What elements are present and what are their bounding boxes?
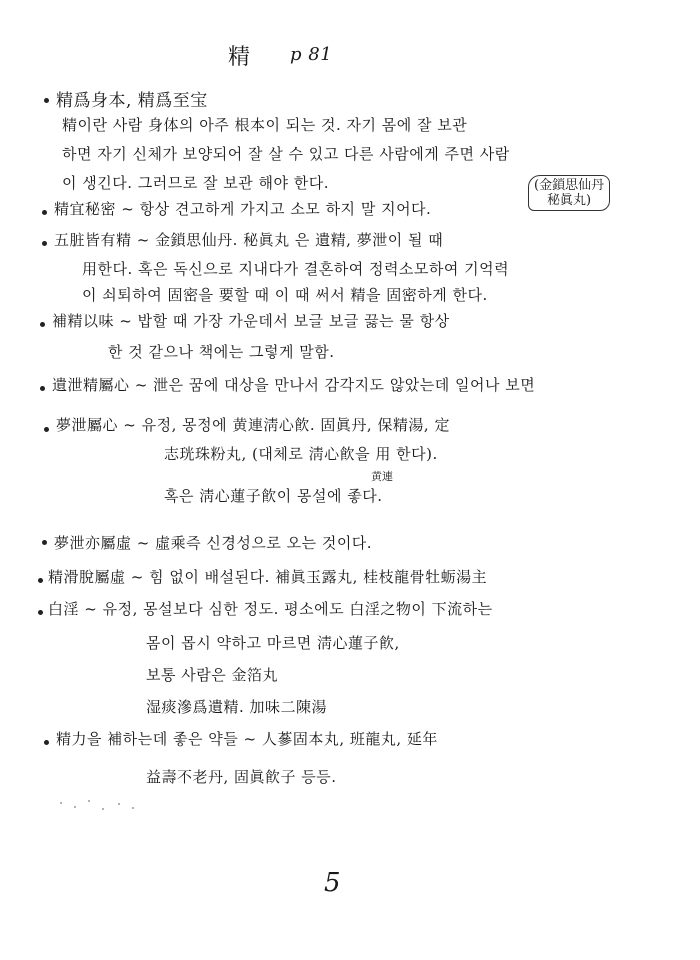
entry-line: 補精以味 ~ 밥할 때 가장 가운데서 보글 보글 끓는 물 항상 (52, 312, 450, 330)
scan-speck (132, 807, 134, 809)
scan-speck (88, 800, 90, 802)
margin-note (528, 175, 610, 211)
body-line: 精이란 사람 身体의 아주 根本이 되는 것. 자기 몸에 잘 보관 (62, 116, 468, 134)
bullet-dot (44, 427, 49, 432)
entry-line: 遺泄精屬心 ~ 泄은 꿈에 대상을 만나서 감각지도 않았는데 일어나 보면 (52, 376, 536, 394)
body-line: 한 것 같으나 책에는 그렇게 말함. (108, 343, 335, 361)
inserted-text: 黄連 (371, 470, 393, 483)
bullet-dot (40, 322, 45, 327)
scan-speck (74, 806, 76, 808)
body-line: 湿痰滲爲遺精. 加味二陳湯 (146, 698, 328, 716)
body-line: 혹은 淸心蓮子飮이 몽설에 좋다. (164, 487, 383, 505)
page-title: 精 (228, 45, 254, 70)
bullet-dot (42, 241, 47, 246)
margin-note-line: (金鎖思仙丹 (534, 178, 605, 193)
bullet-dot (38, 610, 43, 615)
entry-line: 夢泄亦屬虛 ~ 虛乘즉 신경성으로 오는 것이다. (54, 534, 373, 552)
bullet-dot (40, 386, 45, 391)
body-line: 益壽不老丹, 固眞飮子 등등. (146, 768, 337, 786)
bullet-dot (42, 210, 47, 215)
entry-line: 五脏皆有精 ~ 金鎖思仙丹. 秘眞丸 은 遺精, 夢泄이 될 때 (54, 231, 444, 249)
scan-speck (60, 802, 62, 804)
body-line: 이 쇠퇴하여 固密을 要할 때 이 때 써서 精을 固密하게 한다. (82, 286, 488, 304)
heading-line: 精爲身本, 精爲至宝 (56, 91, 208, 111)
entry-line: 精力을 補하는데 좋은 약들 ~ 人蔘固本丸, 班龍丸, 延年 (56, 730, 438, 748)
bullet-dot (44, 740, 49, 745)
body-line: 보통 사람은 金箔丸 (146, 666, 278, 684)
entry-line: 夢泄屬心 ~ 유정, 몽정에 黄連淸心飮. 固眞丹, 保精湯, 定 (56, 416, 450, 434)
margin-note-line: 秘眞丸) (547, 193, 592, 208)
entry-line: 精滑脫屬虛 ~ 힘 없이 배설된다. 補眞玉露丸, 桂枝龍骨牡蛎湯主 (48, 568, 488, 586)
entry-line: 精宜秘密 ~ 항상 견고하게 가지고 소모 하지 말 지어다. (54, 200, 432, 218)
body-line: 하면 자기 신체가 보양되어 잘 살 수 있고 다른 사람에게 주면 사람 (62, 145, 510, 163)
page-reference: p 81 (290, 44, 333, 65)
body-line: 이 생긴다. 그러므로 잘 보관 해야 한다. (62, 174, 329, 192)
body-line: 몸이 몹시 약하고 마르면 淸心蓮子飮, (146, 634, 400, 652)
bullet-dot (44, 98, 49, 103)
body-line: 志珖珠粉丸, (대체로 淸心飮을 用 한다). (164, 445, 438, 463)
bullet-dot (42, 540, 47, 545)
scan-speck (118, 803, 120, 805)
body-line: 用한다. 혹은 독신으로 지내다가 결혼하여 정력소모하여 기억력 (82, 260, 510, 278)
scan-speck (102, 808, 104, 810)
page-number: 5 (324, 868, 341, 898)
entry-line: 白淫 ~ 유정, 몽설보다 심한 정도. 평소에도 白淫之物이 下流하는 (48, 600, 493, 618)
bullet-dot (38, 578, 43, 583)
